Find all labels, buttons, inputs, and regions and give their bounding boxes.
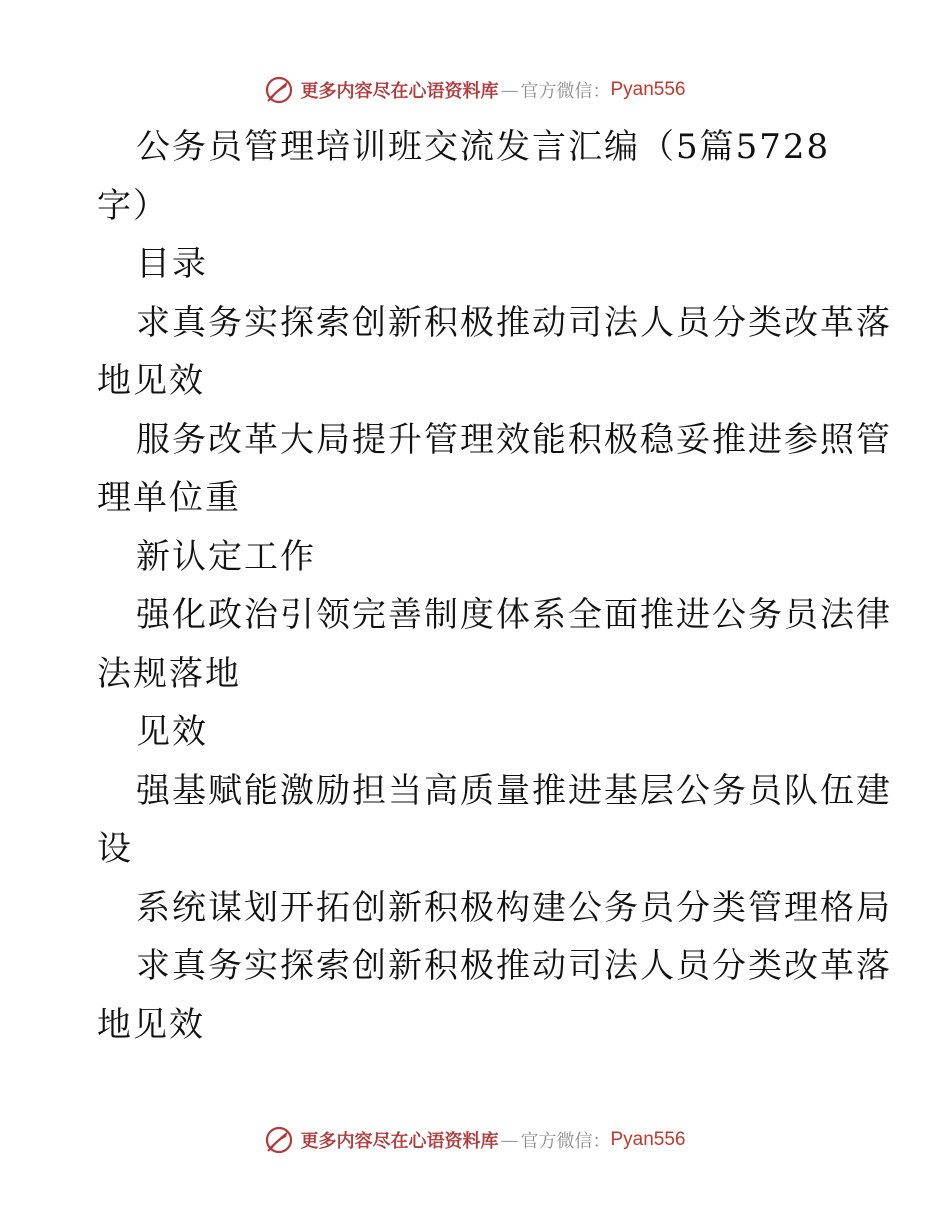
header-brand-text: 更多内容尽在心语资料库	[300, 81, 499, 102]
section-1-title-line-2: 地见效	[97, 1004, 205, 1045]
toc-item-4-line-2: 设	[97, 829, 133, 869]
header-banner	[0, 72, 950, 108]
footer-banner	[0, 1122, 950, 1158]
toc-item-2-line-1: 服务改革大局提升管理效能积极稳妥推进参照管	[136, 419, 892, 460]
header-wechat-id: Pyan556	[610, 79, 686, 100]
footer-wechat-label: 官方微信：	[520, 1131, 611, 1152]
footer-dash: —	[500, 1129, 519, 1151]
pen-logo-icon	[264, 75, 294, 105]
toc-item-3-line-1: 强化政治引领完善制度体系全面推进公务员法律	[136, 595, 892, 635]
toc-heading: 目录	[136, 244, 208, 284]
doc-title-line-2: 字）	[97, 185, 169, 226]
document-body	[97, 118, 892, 1054]
toc-item-4-line-1: 强基赋能激励担当高质量推进基层公务员队伍建	[136, 770, 892, 811]
toc-item-1-line-2: 地见效	[97, 361, 205, 401]
header-wechat-label: 官方微信：	[520, 81, 611, 102]
toc-item-2-line-2: 理单位重	[97, 478, 241, 518]
toc-item-1-line-1: 求真务实探索创新积极推动司法人员分类改革落	[136, 302, 892, 343]
section-1-title-line-1: 求真务实探索创新积极推动司法人员分类改革落	[136, 946, 892, 986]
toc-item-3-line-2: 法规落地	[97, 653, 241, 694]
toc-item-5: 系统谋划开拓创新积极构建公务员分类管理格局	[136, 887, 892, 928]
toc-item-2-line-3: 新认定工作	[136, 536, 316, 577]
header-dash: —	[500, 79, 519, 101]
doc-title-line-1: 公务员管理培训班交流发言汇编（5篇5728	[136, 127, 831, 167]
footer-wechat-id: Pyan556	[610, 1129, 686, 1150]
toc-item-3-line-3: 见效	[136, 712, 208, 752]
footer-brand-text: 更多内容尽在心语资料库	[300, 1131, 499, 1152]
pen-logo-icon	[264, 1125, 294, 1155]
